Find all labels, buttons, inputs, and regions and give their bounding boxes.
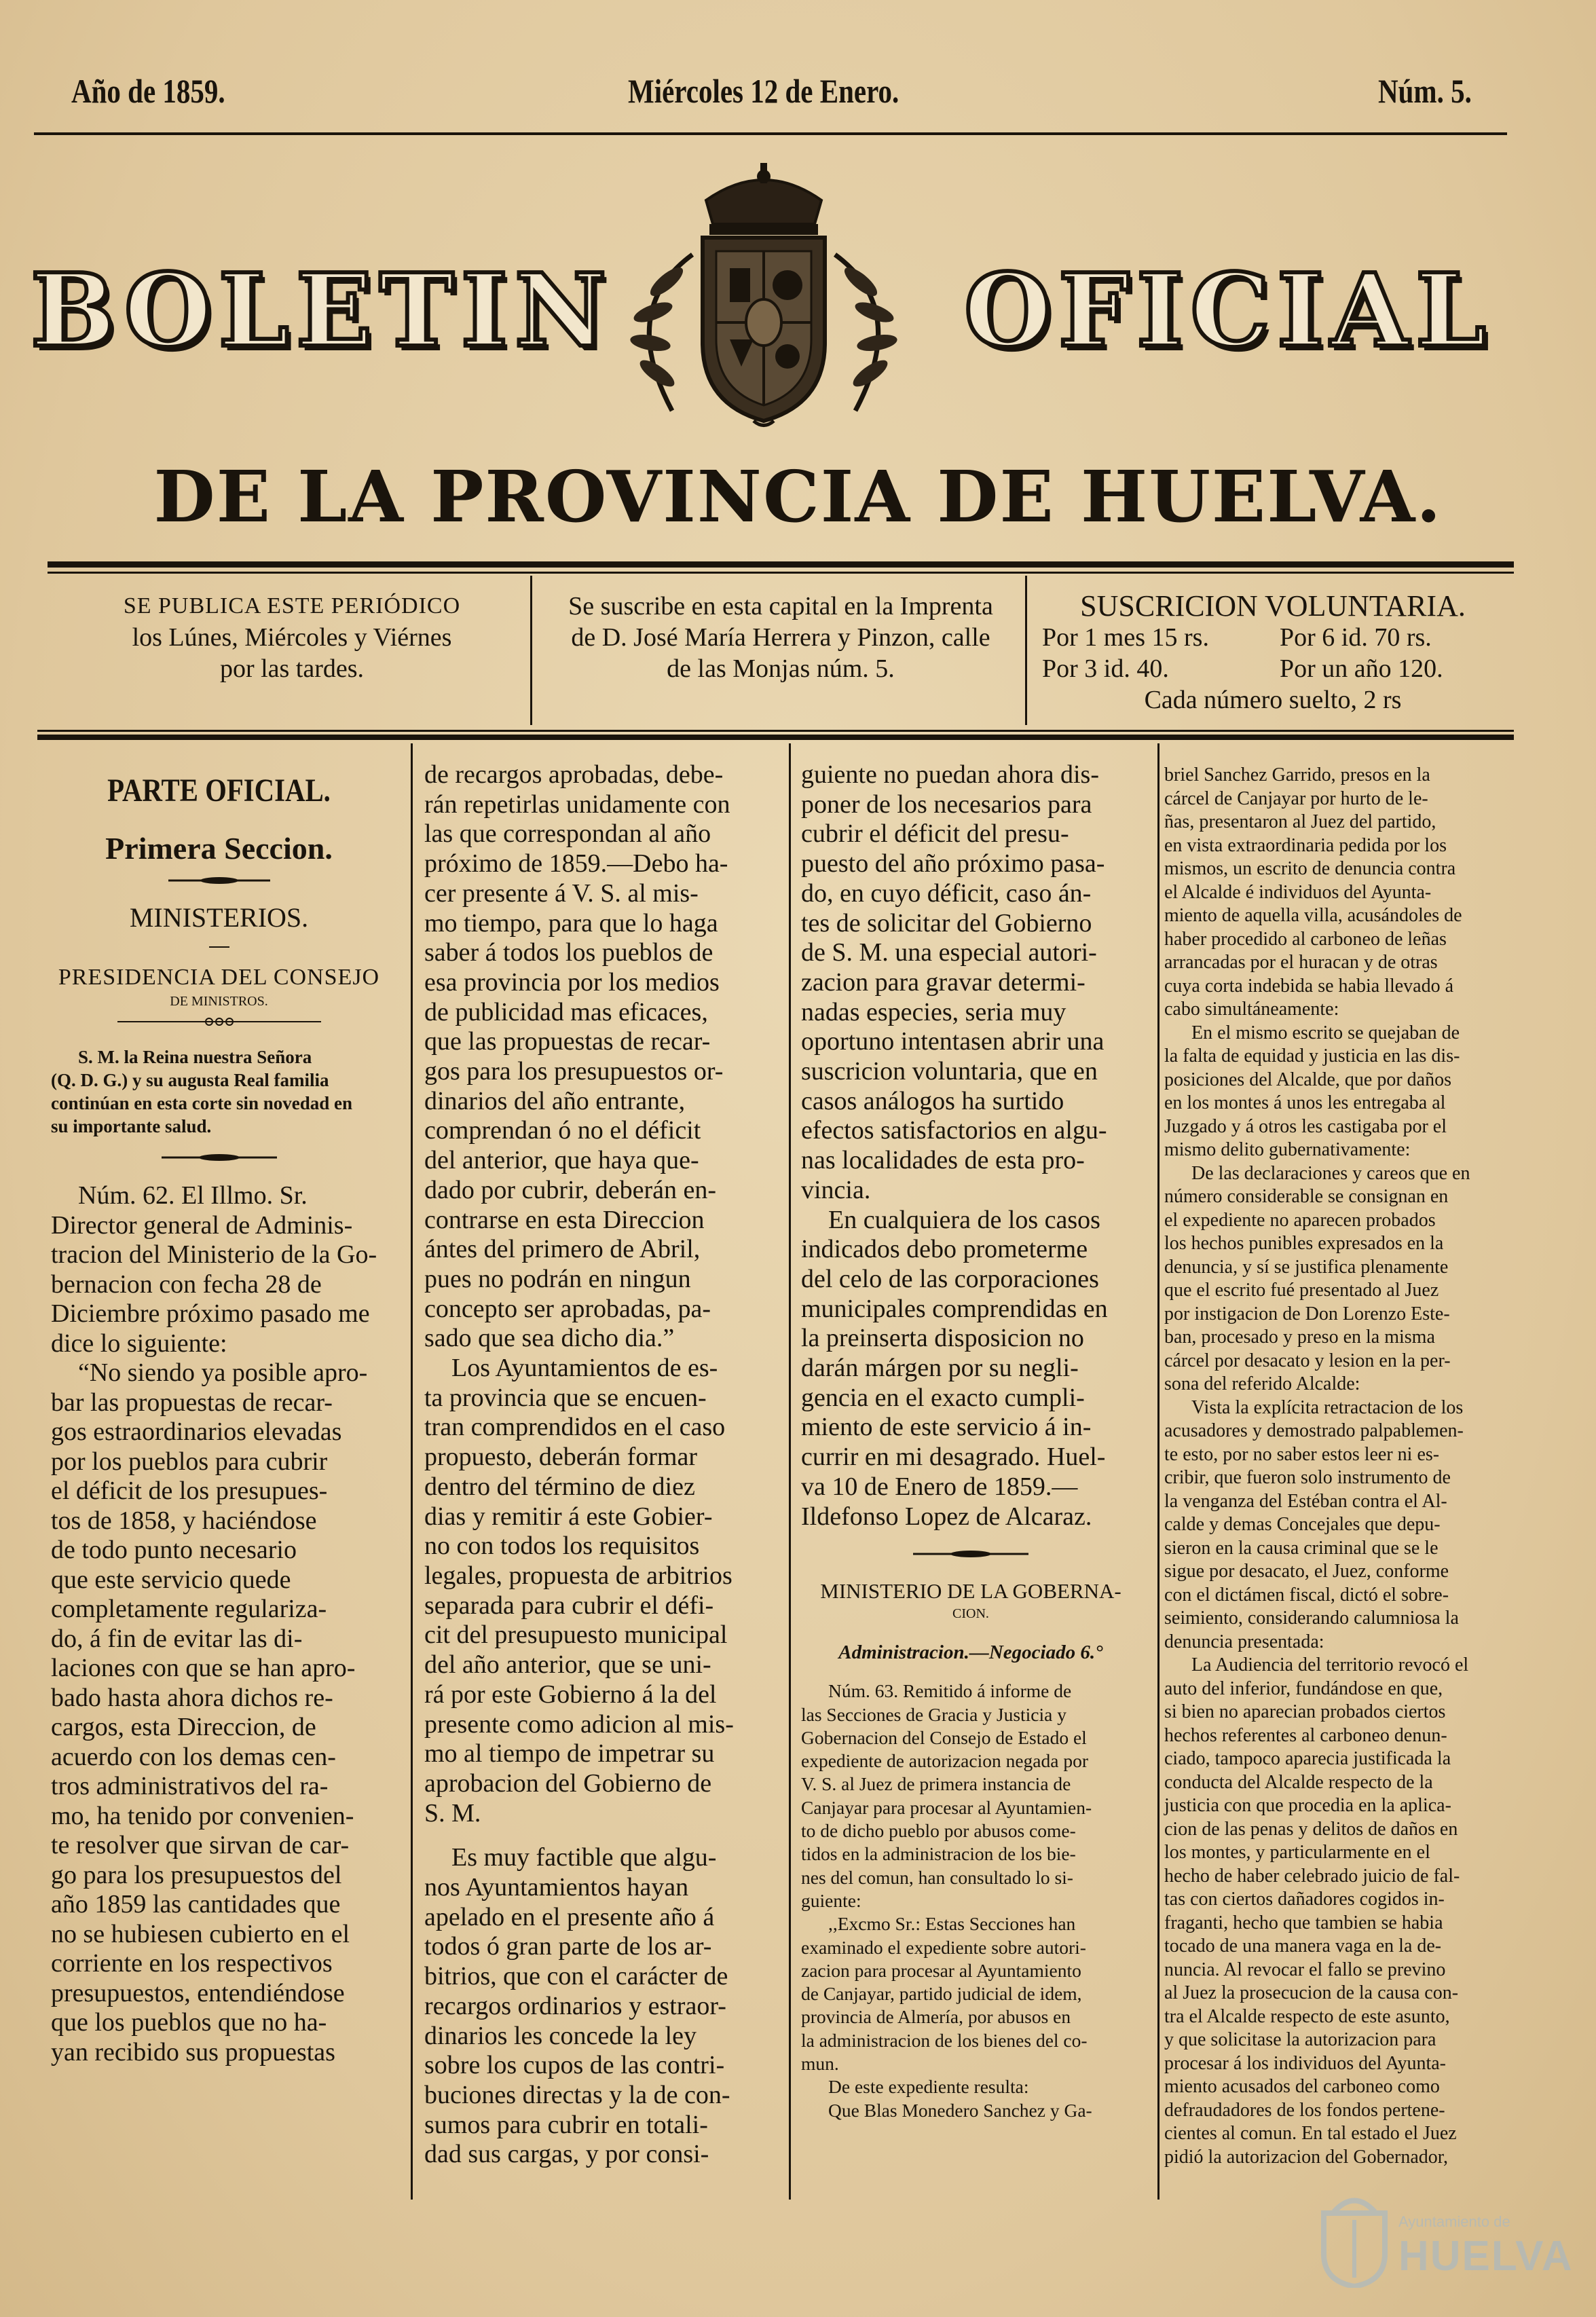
text-line: defraudadores de los fondos pertene- — [1164, 2099, 1445, 2121]
column-divider-3 — [1157, 743, 1159, 2200]
text-line: mismo delito gubernativamente: — [1164, 1139, 1411, 1160]
text-line: año 1859 las cantidades que — [51, 1890, 341, 1919]
text-line: zacion para procesar al Ayuntamiento — [801, 1959, 1081, 1981]
text-line: acusadores y demostrado palpablemen- — [1164, 1420, 1464, 1441]
text-line: De este expediente resulta: — [828, 2076, 1029, 2098]
text-line: el Alcalde é individuos del Ayunta- — [1164, 881, 1432, 903]
publication-time-line: por las tardes. — [219, 654, 365, 683]
text-line: sieron en la causa criminal que se le — [1164, 1537, 1439, 1559]
text-line: ántes del primero de Abril, — [424, 1235, 701, 1264]
text-line: “No siendo ya posible apro- — [78, 1358, 368, 1387]
text-line: por los pueblos para cubrir — [51, 1447, 328, 1476]
text-line: sumos para cubrir en totali- — [424, 2110, 708, 2139]
text-line: cer presente á V. S. al mis- — [424, 878, 699, 908]
text-line: miento de este servicio á in- — [801, 1413, 1092, 1442]
text-line: indicados debo prometerme — [801, 1235, 1088, 1264]
text-line: de recargos aprobadas, debe- — [424, 760, 724, 789]
masthead-left-word: BOLETIN — [31, 251, 614, 369]
text-line: te resolver que sirvan de car- — [51, 1831, 350, 1859]
text-line: legales, propuesta de arbitrios — [424, 1561, 732, 1590]
text-line: número considerable se consignan en — [1164, 1186, 1449, 1207]
text-line: currir en mi desagrado. Huel- — [801, 1443, 1106, 1472]
text-line: pidió la autorizacion del Gobernador, — [1164, 2146, 1448, 2168]
notice-line: su importante salud. — [51, 1116, 212, 1136]
subscription-line-2: de D. José María Herrera y Pinzon, calle — [571, 623, 990, 652]
text-line: fraganti, hecho que tambien se habia — [1164, 1912, 1443, 1933]
text-line: conducta del Alcalde respecto de la — [1164, 1771, 1433, 1793]
text-line: municipales comprendidas en — [801, 1294, 1108, 1323]
text-line: Diciembre próximo pasado me — [51, 1299, 370, 1328]
text-line: denuncia, y sí se justifica plenamente — [1164, 1256, 1449, 1278]
text-line: el expediente no aparecen probados — [1164, 1209, 1436, 1231]
text-line: En el mismo escrito se quejaban de — [1191, 1022, 1460, 1043]
text-line: presupuestos, entendiéndose — [51, 1978, 345, 2007]
text-line: vincia. — [801, 1175, 871, 1204]
text-line: miento acusados del carboneo como — [1164, 2076, 1440, 2097]
text-line: tros administrativos del ra- — [51, 1772, 329, 1800]
info-divider-2 — [1025, 576, 1027, 725]
text-line: va 10 de Enero de 1859.— — [801, 1472, 1078, 1501]
text-line: zacion para gravar determi- — [801, 967, 1085, 997]
text-line: las que correspondan al año — [424, 819, 711, 849]
text-line: justicia con que procedia en la aplica- — [1164, 1795, 1451, 1816]
text-line: presente como adicion al mis- — [424, 1709, 734, 1739]
ornament-divider-icon — [162, 1153, 277, 1162]
text-line: cárcel por desacato y lesion en la per- — [1164, 1350, 1451, 1371]
text-line: Director general de Adminis- — [51, 1210, 353, 1240]
masthead-rule — [48, 561, 1514, 568]
text-line: bernacion con fecha 28 de — [51, 1269, 322, 1299]
publication-days-line: los Lúnes, Miércoles y Viérnes — [132, 623, 452, 652]
text-line: todos ó gran parte de los ar- — [424, 1932, 712, 1961]
text-line: que los pueblos que no ha- — [51, 2008, 327, 2037]
column-1 — [51, 767, 387, 2067]
text-line: gos para los presupuestos or- — [424, 1057, 724, 1086]
text-line: de Canjayar, partido judicial de idem, — [801, 1983, 1082, 2005]
subscription-line-1: Se suscribe en esta capital en la Imprenta — [568, 592, 993, 620]
publication-heading: SE PUBLICA ESTE PERIÓDICO — [123, 593, 461, 618]
text-line: de S. M. una especial autori- — [801, 938, 1097, 967]
text-line: casos análogos ha surtido — [801, 1086, 1064, 1115]
text-line: posiciones del Alcalde, que por daños — [1164, 1069, 1452, 1090]
text-line: Núm. 63. Remitido á informe de — [828, 1680, 1072, 1702]
text-line: comprendan ó no el déficit — [424, 1116, 701, 1145]
text-line: gencia en el exacto cumpli- — [801, 1383, 1085, 1412]
column-divider-2 — [789, 743, 791, 2200]
text-line: provincia de Almería, por abusos en — [801, 2006, 1071, 2028]
text-line: la administracion de los bienes del co- — [801, 2029, 1088, 2051]
text-line: mismos, un escrito de denuncia contra — [1164, 858, 1456, 879]
text-line: aprobacion del Gobierno de — [424, 1768, 712, 1798]
text-line: V. S. al Juez de primera instancia de — [801, 1773, 1071, 1795]
text-line: ,,Excmo Sr.: Estas Secciones han — [828, 1913, 1076, 1935]
text-line: cit del presupuesto municipal — [424, 1620, 728, 1650]
issue-number: Núm. 5. — [1378, 72, 1472, 110]
text-line: bar las propuestas de recar- — [51, 1388, 333, 1417]
text-line: ta provincia que se encuen- — [424, 1383, 707, 1412]
text-line: al Juez la prosecucion de la causa con- — [1164, 1982, 1459, 2003]
text-line: nadas especies, seria muy — [801, 997, 1066, 1026]
text-line: que el escrito fué presentado al Juez — [1164, 1280, 1439, 1301]
text-line: ñas, presentaron al Juez del partido, — [1164, 811, 1436, 832]
text-line: En cualquiera de los casos — [828, 1205, 1100, 1234]
text-line: La Audiencia del territorio revocó el — [1191, 1654, 1469, 1675]
text-line: de todo punto necesario — [51, 1536, 297, 1564]
text-line: pues no podrán en ningun — [424, 1264, 691, 1293]
ornament-divider-icon — [168, 876, 270, 885]
text-line: no se hubiesen cubierto en el — [51, 1919, 350, 1948]
text-line: seimiento, considerando calumniosa la — [1164, 1608, 1459, 1629]
column-3-body — [801, 760, 1140, 1532]
text-line: Ildefonso Lopez de Alcaraz. — [801, 1502, 1092, 1531]
notice-line: (Q. D. G.) y su augusta Real familia — [51, 1070, 329, 1090]
text-line: cientes al comun. En tal estado el Juez — [1164, 2123, 1457, 2144]
text-line: propuesto, deberán formar — [424, 1443, 698, 1472]
negociado-heading: Administracion.—Negociado 6.° — [838, 1642, 1103, 1664]
text-line: cion de las penas y delitos de daños en — [1164, 1818, 1458, 1840]
text-line: guiente: — [801, 1889, 861, 1911]
text-line: si bien no aparecian probados ciertos — [1164, 1701, 1446, 1722]
text-line: briel Sanchez Garrido, presos en la — [1164, 764, 1430, 785]
text-line: contrarse en esta Direccion — [424, 1205, 705, 1234]
column-divider-1 — [411, 743, 413, 2200]
text-line: yan recibido sus propuestas — [51, 2037, 335, 2066]
presidencia-heading: PRESIDENCIA DEL CONSEJO — [58, 965, 380, 990]
text-line: el déficit de los presupues- — [51, 1477, 328, 1505]
text-line: y que solicitase la autorizacion para — [1164, 2029, 1436, 2050]
text-line: cuya corta indebida se habia llevado á — [1164, 975, 1454, 997]
text-line: Gobernacion del Consejo de Estado el — [801, 1726, 1087, 1748]
ministerios-heading: MINISTERIOS. — [129, 902, 309, 933]
price-1-year: Por un año 120. — [1280, 654, 1443, 683]
top-rule — [34, 132, 1507, 135]
text-line: miento de aquella villa, acusándoles de — [1164, 905, 1462, 926]
text-line: en vista extraordinaria pedida por los — [1164, 834, 1447, 856]
text-line: nuncia. Al revocar el fallo se previno — [1164, 1959, 1446, 1980]
text-line: laciones con que se han apro- — [51, 1654, 356, 1682]
text-line: do, á fin de evitar las di- — [51, 1624, 303, 1653]
text-line: no con todos los requisitos — [424, 1532, 700, 1561]
info-divider-1 — [530, 576, 532, 725]
text-line: suscricion voluntaria, que en — [801, 1057, 1098, 1086]
text-line: separada para cubrir el défi- — [424, 1591, 714, 1620]
text-line: dentro del término de diez — [424, 1472, 695, 1501]
text-line: en los montes á unos les entregaba al — [1164, 1092, 1446, 1113]
text-line: procesar á los individuos del Ayunta- — [1164, 2052, 1447, 2074]
text-line: sado que sea dicho dia.” — [424, 1324, 675, 1353]
text-line: la falta de equidad y justicia en las dis- — [1164, 1045, 1460, 1067]
watermark-small-text: Ayuntamiento de — [1398, 2213, 1510, 2230]
masthead-right-word: OFICIAL — [964, 251, 1493, 369]
text-line: apelado en el presente año á — [424, 1902, 715, 1931]
text-line: darán márgen por su negli- — [801, 1354, 1079, 1383]
royal-health-notice — [51, 1045, 387, 1138]
text-line: la preinserta disposicion no — [801, 1324, 1084, 1353]
text-line: dice lo siguiente: — [51, 1329, 227, 1358]
text-line: mo al tiempo de impetrar su — [424, 1739, 715, 1768]
date-label: Miércoles 12 de Enero. — [628, 72, 899, 110]
circular-62 — [51, 1181, 387, 2067]
ornament-divider-icon — [913, 1549, 1028, 1559]
text-line: tracion del Ministerio de la Go- — [51, 1240, 377, 1269]
text-line: Juzgado y á otros les castigaba por el — [1164, 1115, 1447, 1137]
section-heading-parte-oficial: PARTE OFICIAL. — [107, 773, 331, 809]
text-line: nas localidades de esta pro- — [801, 1146, 1085, 1175]
notice-line: continúan en esta corte sin novedad en — [51, 1093, 353, 1113]
text-line: gos estraordinarios elevadas — [51, 1417, 342, 1446]
text-line: auto del inferior, fundándose en que, — [1164, 1677, 1443, 1699]
text-line: acuerdo con los demas cen- — [51, 1742, 336, 1771]
text-line: Canjayar para procesar al Ayuntamien- — [801, 1796, 1092, 1818]
text-line: ciado, tampoco aparecia justificada la — [1164, 1748, 1451, 1769]
text-line: do, en cuyo déficit, caso án- — [801, 878, 1092, 908]
text-line: los montes, y particularmente en el — [1164, 1842, 1430, 1863]
text-line: sobre los cupos de las contri- — [424, 2051, 725, 2080]
text-line: Los Ayuntamientos de es- — [451, 1354, 718, 1383]
text-line: los hechos punibles expresados en la — [1164, 1233, 1444, 1254]
text-line: Vista la explícita retractacion de los — [1191, 1396, 1464, 1418]
text-line: guiente no puedan ahora dis- — [801, 760, 1099, 789]
text-line: sona del referido Alcalde: — [1164, 1373, 1360, 1394]
text-line: to de dicho pueblo por abusos come- — [801, 1820, 1076, 1842]
text-line: go para los presupuestos del — [51, 1860, 342, 1889]
text-line: las Secciones de Gracia y Justicia y — [801, 1703, 1066, 1725]
text-line: de publicidad mas eficaces, — [424, 997, 708, 1026]
text-line: nes del comun, han consultado lo si- — [801, 1866, 1073, 1888]
text-line: del anterior, que haya que- — [424, 1146, 699, 1175]
text-line: cubrir el déficit del presu- — [801, 819, 1069, 849]
subscription-address — [540, 591, 1022, 684]
text-line: que este servicio quede — [51, 1565, 291, 1594]
text-line: puesto del año próximo pasa- — [801, 849, 1105, 878]
text-line: Núm. 62. El Illmo. Sr. — [78, 1181, 308, 1210]
text-line: denuncia presentada: — [1164, 1631, 1324, 1652]
text-line: hecho de haber celebrado juicio de fal- — [1164, 1865, 1460, 1887]
ministerio-gobernacion-heading-cont: CION. — [952, 1606, 989, 1622]
prices-title: SUSCRICION VOLUNTARIA. — [1080, 589, 1466, 623]
text-line: rá por este Gobierno á la del — [424, 1680, 717, 1709]
text-line: por instigacion de Don Lorenzo Este- — [1164, 1303, 1450, 1324]
text-line: con el dictámen fiscal, dictó el sobre- — [1164, 1584, 1449, 1606]
text-line: nos Ayuntamientos hayan — [424, 1873, 689, 1902]
text-line: sigue por desacato, el Juez, conforme — [1164, 1561, 1449, 1582]
text-line: oportuno intentasen abrir una — [801, 1027, 1105, 1056]
text-line: bitrios, que con el carácter de — [424, 1962, 728, 1991]
text-line: recargos ordinarios y estraor- — [424, 1991, 726, 2020]
info-rule — [37, 735, 1514, 740]
text-line: mun. — [801, 2053, 839, 2075]
shield-watermark-icon — [1317, 2186, 1392, 2288]
text-line: tas con ciertos dañadores cogidos in- — [1164, 1889, 1445, 1910]
masthead-rule-thin — [48, 572, 1514, 574]
watermark-big-text: HUELVA — [1398, 2233, 1574, 2280]
price-3-months: Por 3 id. 40. — [1042, 654, 1169, 683]
text-line: que las propuestas de recar- — [424, 1027, 711, 1056]
ornament-divider-icon — [117, 1017, 321, 1026]
text-line: cabo simultáneamente: — [1164, 999, 1339, 1020]
text-line: De las declaraciones y careos que en — [1191, 1162, 1470, 1184]
text-line: poner de los necesarios para — [801, 790, 1092, 819]
text-line: ban, procesado y preso en la misma — [1164, 1327, 1435, 1348]
coat-of-arms-icon — [591, 160, 937, 431]
text-line: rán repetirlas unidamente con — [424, 790, 730, 819]
text-line: calde y demas Concejales que depu- — [1164, 1514, 1441, 1535]
column-2 — [424, 760, 767, 2170]
text-line: del año anterior, que se uni- — [424, 1650, 711, 1680]
text-line: la venganza del Estéban contra el Al- — [1164, 1490, 1447, 1512]
text-line: dias y remitir á este Gobier- — [424, 1502, 713, 1531]
text-line — [424, 1828, 767, 1843]
column-3 — [801, 760, 1140, 2122]
section-heading-primera-seccion: Primera Seccion. — [105, 831, 333, 866]
text-line: saber á todos los pueblos de — [424, 938, 713, 967]
text-line: hechos referentes al carboneo denun- — [1164, 1724, 1447, 1746]
price-single-issue: Cada número suelto, 2 rs — [1144, 686, 1402, 714]
text-line: tocado de una manera vaga en la de- — [1164, 1935, 1442, 1957]
text-line: dinarios les concede la ley — [424, 2021, 697, 2050]
de-ministros-subheading: DE MINISTROS. — [170, 994, 268, 1009]
text-line: haber procedido al carboneo de leñas — [1164, 928, 1447, 950]
text-line: cribir, que fueron solo instrumento de — [1164, 1467, 1451, 1488]
text-line: del celo de las corporaciones — [801, 1264, 1099, 1293]
text-line: tra el Alcalde respecto de este asunto, — [1164, 2005, 1450, 2027]
text-line: corriente en los respectivos — [51, 1949, 333, 1978]
text-line: esa provincia por los medios — [424, 967, 720, 997]
short-rule-icon — [209, 945, 229, 949]
text-line: bado hasta ahora dichos re- — [51, 1683, 333, 1712]
text-line: dado por cubrir, deberán en- — [424, 1175, 717, 1204]
text-line: mo tiempo, para que lo haga — [424, 908, 718, 938]
text-line: mo, ha tenido por convenien- — [51, 1801, 354, 1830]
text-line: concepto ser aprobadas, pa- — [424, 1294, 711, 1323]
text-line: tidos en la administracion de los bie- — [801, 1843, 1076, 1865]
text-line: buciones directas y la de con- — [424, 2080, 730, 2109]
column-4 — [1164, 764, 1507, 2169]
price-6-months: Por 6 id. 70 rs. — [1280, 623, 1432, 652]
text-line: tos de 1858, y haciéndose — [51, 1506, 317, 1535]
text-line: arrancadas por el huracan y de otras — [1164, 952, 1438, 973]
text-line: Es muy factible que algu- — [451, 1843, 717, 1872]
info-rule-thin — [37, 730, 1514, 732]
circular-63 — [801, 1680, 1140, 2122]
text-line: próximo de 1859.—Debo ha- — [424, 849, 728, 878]
text-line: expediente de autorizacion negada por — [801, 1750, 1088, 1772]
text-line: tes de solicitar del Gobierno — [801, 908, 1092, 938]
year-label: Año de 1859. — [71, 72, 225, 110]
text-line: Que Blas Monedero Sanchez y Ga- — [828, 2099, 1092, 2121]
text-line: examinado el expediente sobre autori- — [801, 1936, 1086, 1958]
text-line: dad sus cargas, y por consi- — [424, 2140, 709, 2169]
text-line: S. M. — [424, 1798, 481, 1828]
text-line: cargos, esta Direccion, de — [51, 1713, 316, 1741]
subscription-line-3: de las Monjas núm. 5. — [667, 654, 895, 683]
subscription-prices — [1042, 591, 1504, 716]
price-1-month: Por 1 mes 15 rs. — [1042, 623, 1209, 652]
text-line: cárcel de Canjayar por hurto de le- — [1164, 787, 1428, 809]
masthead-subtitle: DE LA PROVINCIA DE HUELVA. — [153, 455, 1443, 538]
publication-days — [71, 591, 513, 684]
text-line: efectos satisfactorios en algu- — [801, 1116, 1107, 1145]
ministerio-gobernacion-heading: MINISTERIO DE LA GOBERNA- — [820, 1579, 1121, 1604]
text-line: completamente regulariza- — [51, 1595, 327, 1623]
notice-line: S. M. la Reina nuestra Señora — [78, 1047, 312, 1067]
text-line: te esto, por no saber estos leer ni es- — [1164, 1443, 1440, 1465]
text-line: dinarios del año entrante, — [424, 1086, 686, 1115]
text-line: tran comprendidos en el caso — [424, 1413, 726, 1442]
